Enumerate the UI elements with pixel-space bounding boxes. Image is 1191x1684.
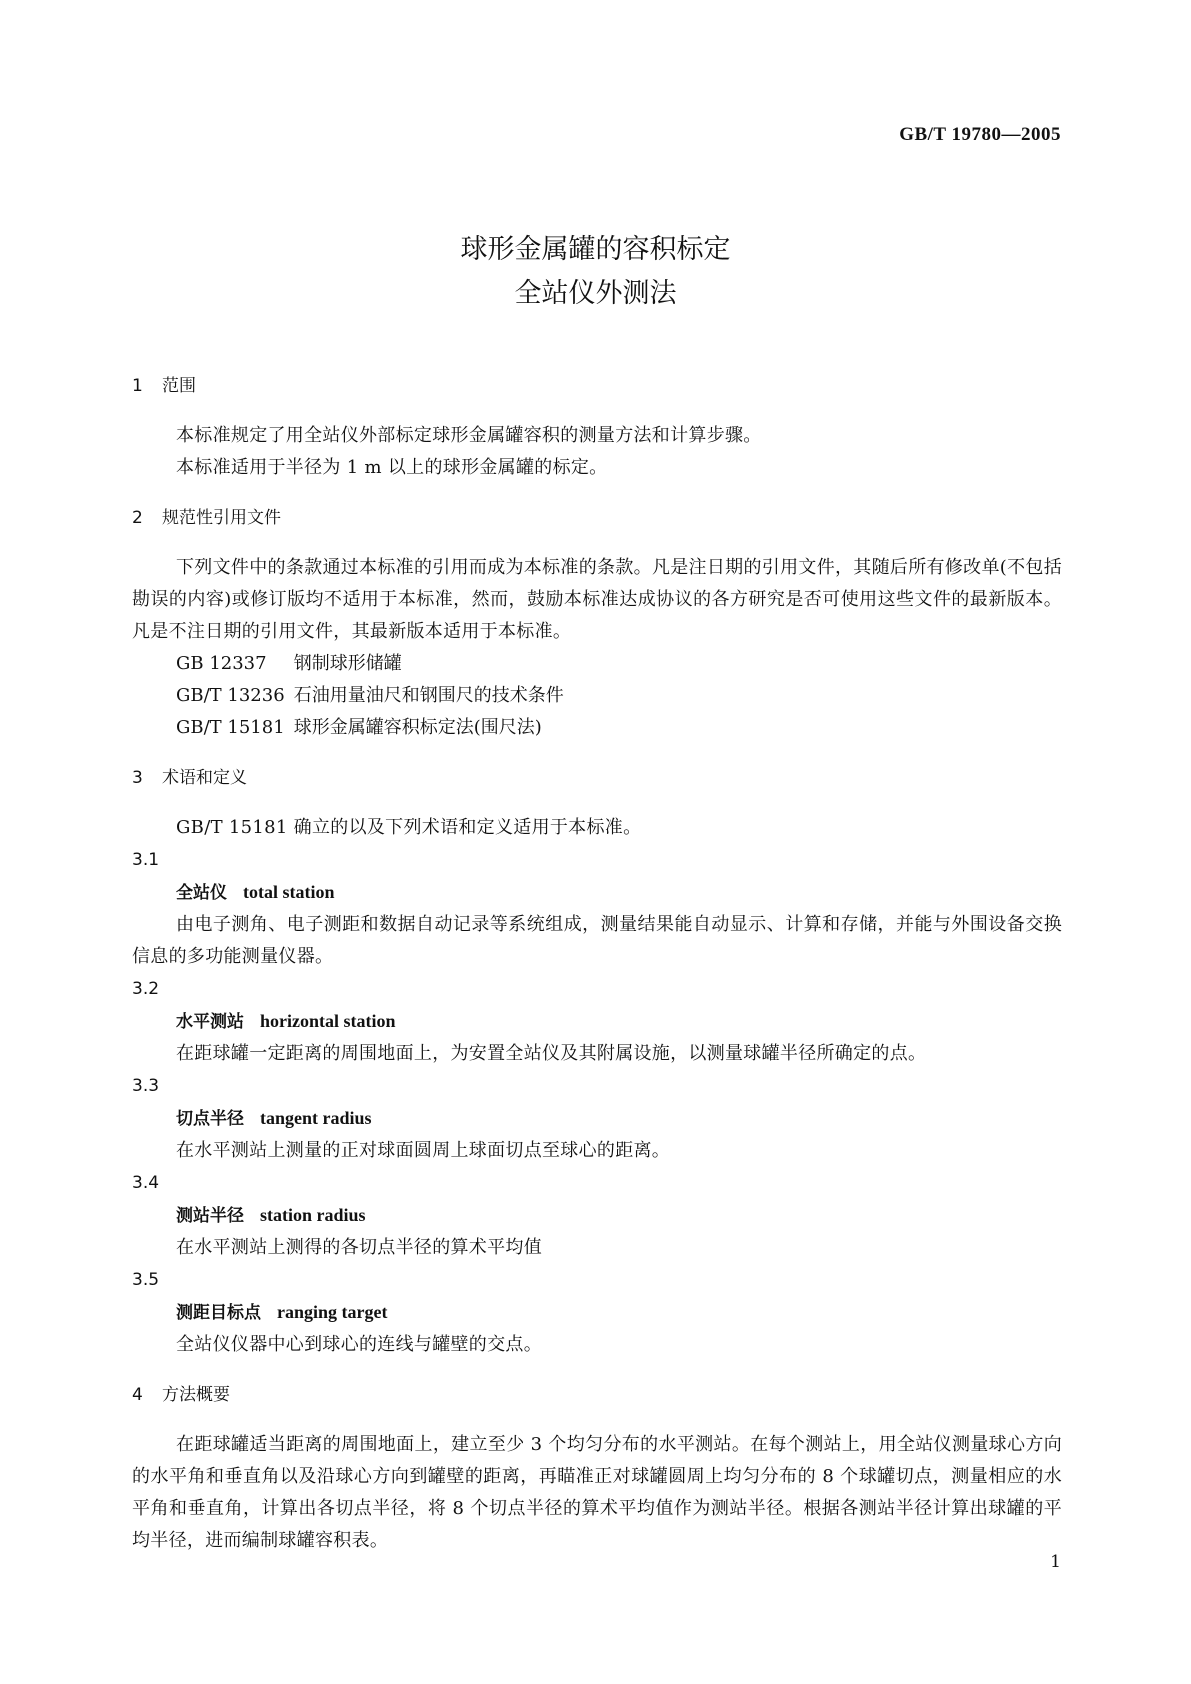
term-entry [132,1199,1062,1232]
section-2-paragraph-1: 下列文件中的条款通过本标准的引用而成为本标准的条款。凡是注日期的引用文件，其随后所有修改单(不包括勘误的内容)或修订版均不适用于本标准，然而，鼓励本标准达成协议的各方研究是否可使用这些文件的最新版本。凡是不注日期的引用文件，其最新版本适用于本标准。 [132,557,1062,642]
term-english: ranging target [277,1302,388,1322]
section-4-paragraph-1: 在距球罐适当距离的周围地面上，建立至少 3 个均匀分布的水平测站。在每个测站上，用全站仪测量球心方向的水平角和垂直角以及沿球心方向到罐壁的距离，再瞄准正对球罐圆周上均匀分布的 8 个球罐切点，测量相应的水平角和垂直角，计算出各切点半径，将 8 个切点半径的算术平均值作为测站半径。根据各测站半径计算出球罐的平均半径，进而编制球罐容积表。 [132,1434,1062,1551]
term-chinese: 测距目标点 [176,1303,261,1323]
title-line-2: 全站仪外测法 [514,278,677,309]
section-4-heading [132,1379,1062,1411]
reference-title: 石油用量油尺和钢围尺的技术条件 [293,685,564,706]
section-title: 方法概要 [162,1385,230,1405]
page-number: 1 [1050,1552,1061,1572]
section-number: 2 [132,508,143,528]
section-title: 规范性引用文件 [162,508,281,528]
term-english: horizontal station [260,1011,396,1031]
standard-number: GB/T 19780—2005 [899,124,1061,145]
term-chinese: 测站半径 [176,1206,244,1226]
term-chinese: 切点半径 [176,1109,244,1129]
section-3-paragraph-1: GB/T 15181 确立的以及下列术语和定义适用于本标准。 [176,817,642,838]
term-english: total station [243,882,335,902]
section-number: 4 [132,1385,143,1405]
section-1-paragraph-2: 本标准适用于半径为 1 m 以上的球形金属罐的标定。 [176,457,608,478]
term-number: 3.5 [132,1270,160,1290]
term-number: 3.2 [132,979,160,999]
term-number: 3.3 [132,1076,160,1096]
term-entry [132,1005,1062,1038]
term-definition: 在水平测站上测得的各切点半径的算术平均值 [176,1237,542,1258]
section-2-heading [132,502,1062,534]
reference-item [132,648,1062,680]
section-number: 3 [132,768,143,788]
term-entry [132,876,1062,909]
section-3-heading [132,762,1062,794]
section-title: 术语和定义 [162,768,247,788]
reference-code: GB/T 15181 [176,717,285,738]
section-number: 1 [132,376,143,396]
term-chinese: 全站仪 [176,883,227,903]
term-definition: 由电子测角、电子测距和数据自动记录等系统组成，测量结果能自动显示、计算和存储，并能与外围设备交换信息的多功能测量仪器。 [132,914,1062,967]
title-line-1: 球形金属罐的容积标定 [460,234,731,265]
term-english: station radius [260,1205,366,1225]
term-chinese: 水平测站 [176,1012,244,1032]
document-title [0,228,1191,316]
section-1-heading [132,370,1062,402]
reference-item [132,680,1062,712]
term-entry [132,1296,1062,1329]
term-definition: 全站仪仪器中心到球心的连线与罐壁的交点。 [176,1334,542,1355]
term-definition: 在水平测站上测量的正对球面圆周上球面切点至球心的距离。 [176,1140,671,1161]
term-english: tangent radius [260,1108,372,1128]
term-number: 3.4 [132,1173,160,1193]
reference-title: 球形金属罐容积标定法(围尺法) [293,717,542,738]
document-body [132,370,1062,1557]
term-definition: 在距球罐一定距离的周围地面上，为安置全站仪及其附属设施，以测量球罐半径所确定的点。 [176,1043,927,1064]
reference-title: 钢制球形储罐 [293,653,402,674]
section-1-paragraph-1: 本标准规定了用全站仪外部标定球形金属罐容积的测量方法和计算步骤。 [176,425,762,446]
reference-code: GB 12337 [176,653,267,674]
reference-code: GB/T 13236 [176,685,285,706]
term-number: 3.1 [132,850,160,870]
reference-item [132,712,1062,744]
term-entry [132,1102,1062,1135]
section-title: 范围 [162,376,196,396]
